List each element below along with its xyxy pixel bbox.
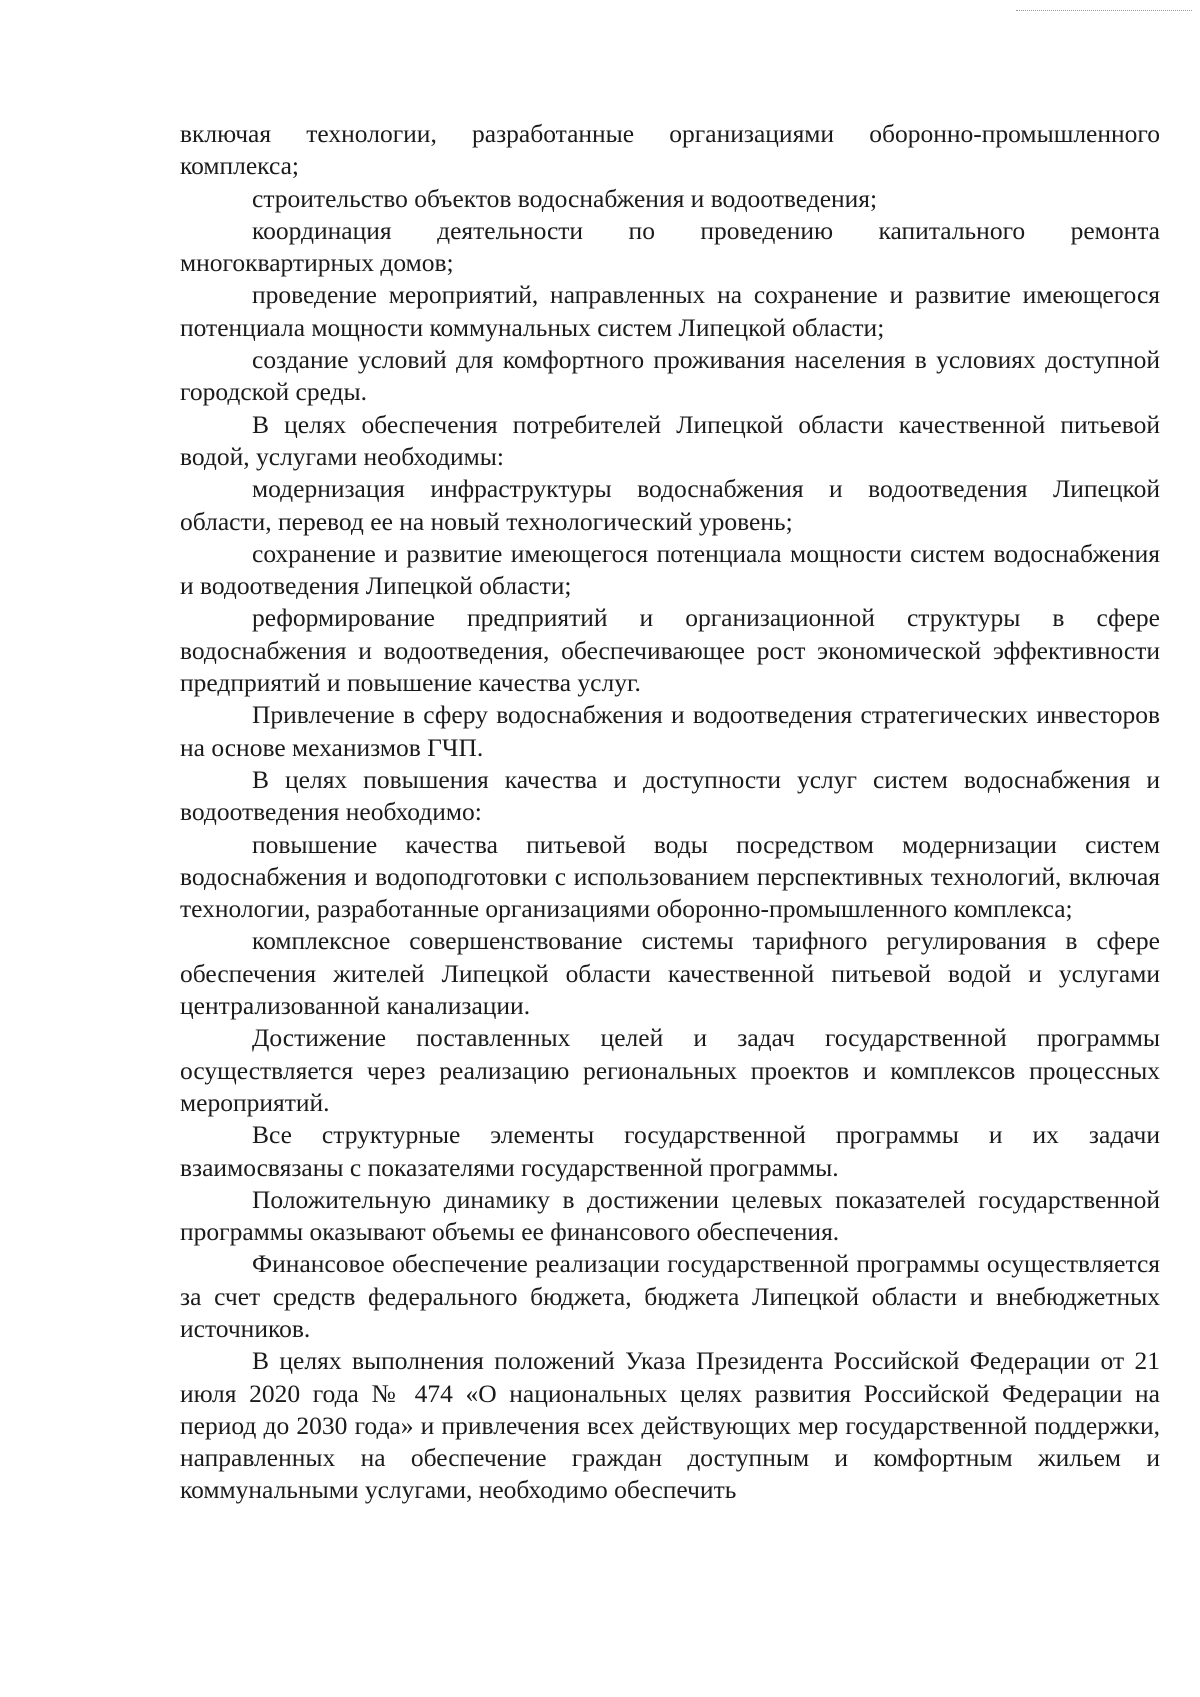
- paragraph-9: реформирование предприятий и организационной структуры в сфере водоснабжения и водоотведения, обеспечивающее рост экономической эффективности предприятий и повышение качества услуг.: [180, 603, 1160, 698]
- paragraph-16: Положительную динамику в достижении целевых показателей государственной программы оказывают объемы ее финансового обеспечения.: [180, 1184, 1160, 1247]
- paragraph-10: Привлечение в сферу водоснабжения и водоотведения стратегических инвесторов на основе механизмов ГЧП.: [180, 700, 1160, 762]
- paragraph-3: координация деятельности по проведению капитального ремонта многоквартирных домов;: [180, 215, 1160, 278]
- paragraph-14: Достижение поставленных целей и задач государственной программы осуществляется через реализацию региональных проектов и комплексов процессных мероприятий.: [180, 1023, 1160, 1117]
- paragraph-1: включая технологии, разработанные организациями оборонно-промышленного комплекса;: [180, 119, 1160, 181]
- paragraph-12: повышение качества питьевой воды посредством модернизации систем водоснабжения и водоподготовки с использованием перспективных технологий, включая технологии, разработанные организациями оборонно-промышленного комплекса;: [180, 829, 1160, 924]
- scan-edge-mark: [1016, 10, 1192, 11]
- paragraph-13: комплексное совершенствование системы тарифного регулирования в сфере обеспечения жителей Липецкой области качественной питьевой водой и услугами централизованной канализации.: [180, 926, 1160, 1021]
- paragraph-7: модернизация инфраструктуры водоснабжения и водоотведения Липецкой области, перевод ее на новый технологический уровень;: [180, 474, 1160, 536]
- paragraph-8: сохранение и развитие имеющегося потенциала мощности систем водоснабжения и водоотведения Липецкой области;: [180, 538, 1160, 601]
- paragraph-17: Финансовое обеспечение реализации государственной программы осуществляется за счет средств федерального бюджета, бюджета Липецкой области и внебюджетных источников.: [180, 1249, 1160, 1343]
- paragraph-6: В целях обеспечения потребителей Липецкой области качественной питьевой водой, услугами необходимы:: [180, 409, 1160, 471]
- paragraph-18: В целях выполнения положений Указа Президента Российской Федерации от 21 июля 2020 года № 474 «О национальных целях развития Российской Федерации на период до 2030 года» и привлечения всех действующих мер государственной поддержки, направленных на обеспечение граждан доступным и комфортным жильем и коммунальными услугами, необходимо обеспечить: [180, 1346, 1160, 1505]
- paragraph-5: создание условий для комфортного проживания населения в условиях доступной городской среды.: [180, 345, 1160, 407]
- paragraph-4: проведение мероприятий, направленных на сохранение и развитие имеющегося потенциала мощности коммунальных систем Липецкой области;: [180, 280, 1160, 342]
- paragraph-11: В целях повышения качества и доступности услуг систем водоснабжения и водоотведения необходимо:: [180, 764, 1160, 827]
- paragraph-15: Все структурные элементы государственной программы и их задачи взаимосвязаны с показателями государственной программы.: [180, 1120, 1160, 1182]
- body-text: [180, 118, 1160, 1507]
- paragraph-2: строительство объектов водоснабжения и водоотведения;: [252, 183, 878, 213]
